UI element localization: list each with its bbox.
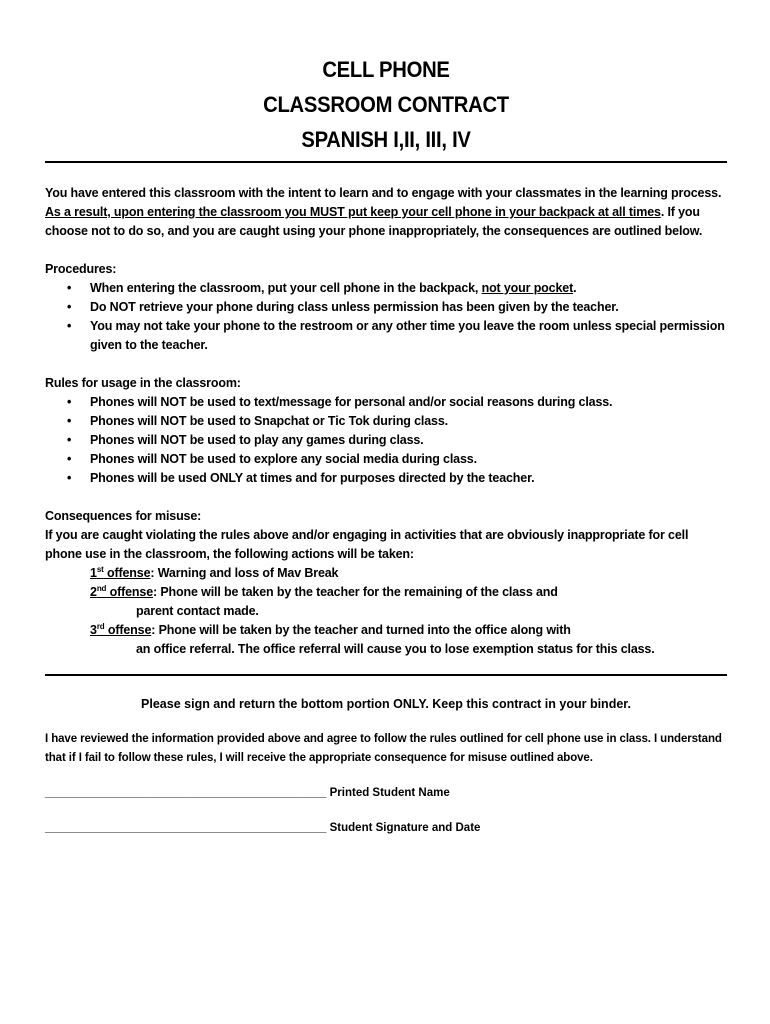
list-item: [45, 469, 727, 488]
rules-list: [45, 393, 727, 488]
offense-2-text: : Phone will be taken by the teacher for the remaining of the class and: [153, 585, 558, 599]
contract-page: [45, 52, 727, 838]
consequences-section: [45, 507, 727, 659]
offense-1-ordinal: st: [96, 565, 104, 574]
rule-text: Phones will NOT be used to explore any social media during class.: [90, 452, 477, 466]
rules-heading: Rules for usage in the classroom:: [45, 376, 241, 390]
spacer: [45, 676, 727, 695]
offense-2-ordinal: nd: [96, 584, 107, 593]
title-line-3: SPANISH I,II, III, IV: [301, 127, 471, 152]
offense-3-label: [90, 623, 151, 637]
bullet-icon: •: [67, 471, 72, 485]
list-item: [45, 279, 727, 298]
printed-name-line[interactable]: [45, 784, 727, 803]
list-item: [45, 298, 727, 317]
spacer: [45, 355, 727, 374]
printed-name-blank[interactable]: ____________________________________________: [45, 787, 327, 799]
bullet-icon: •: [67, 319, 72, 333]
offense-1-text: : Warning and loss of Mav Break: [150, 566, 339, 580]
list-item: [45, 317, 727, 355]
offense-2-word: offense: [106, 585, 154, 599]
spacer: [45, 488, 727, 507]
procedure-3-text: You may not take your phone to the restroom or any other time you leave the room unless special permission given to the teacher.: [90, 319, 725, 352]
rule-text: Phones will be used ONLY at times and for purposes directed by the teacher.: [90, 471, 535, 485]
bullet-icon: •: [67, 433, 72, 447]
signature-date-label: Student Signature and Date: [329, 822, 481, 834]
offense-1-number: 1: [90, 566, 97, 580]
offense-3-text: : Phone will be taken by the teacher and turned into the office along with: [151, 623, 571, 637]
list-item: [45, 450, 727, 469]
rule-text: Phones will NOT be used to play any games during class.: [90, 433, 424, 447]
rule-text: Phones will NOT be used to Snapchat or Tic Tok during class.: [90, 414, 448, 428]
procedure-1-underlined: not your pocket: [481, 281, 574, 295]
document-title: [72, 52, 699, 157]
agreement-paragraph: I have reviewed the information provided above and agree to follow the rules outlined for cell phone use in class. I understand that if I fail to follow these rules, I will receive the appropriate consequence for misuse outlined above.: [45, 733, 722, 764]
procedure-1-end: .: [573, 281, 577, 295]
return-instructions: Please sign and return the bottom portion ONLY. Keep this contract in your binder.: [141, 697, 631, 711]
title-line-2: CLASSROOM CONTRACT: [263, 92, 509, 117]
intro-underlined-text: As a result, upon entering the classroom you MUST put keep your cell phone in your backpack at all times: [45, 205, 661, 219]
offense-1: [45, 564, 727, 583]
offense-3-ordinal: rd: [96, 622, 105, 631]
procedures-list: [45, 279, 727, 355]
procedure-1-text: When entering the classroom, put your cell phone in the backpack,: [90, 281, 482, 295]
bullet-icon: •: [67, 281, 72, 295]
procedure-2-text: Do NOT retrieve your phone during class unless permission has been given by the teacher.: [90, 300, 619, 314]
offense-1-word: offense: [103, 566, 151, 580]
list-item: [45, 393, 727, 412]
list-item: [45, 412, 727, 431]
offense-2-number: 2: [90, 585, 97, 599]
signature-date-line[interactable]: [45, 819, 727, 838]
procedures-heading: Procedures:: [45, 262, 117, 276]
bullet-icon: •: [67, 395, 72, 409]
rules-section: [45, 374, 727, 488]
list-item: [45, 431, 727, 450]
spacer: [45, 714, 727, 730]
offense-2-continuation: parent contact made.: [136, 604, 259, 618]
rule-text: Phones will NOT be used to text/message for personal and/or social reasons during class.: [90, 395, 613, 409]
printed-name-label: Printed Student Name: [329, 787, 450, 799]
offense-2: [45, 583, 727, 602]
offense-3: [45, 621, 727, 640]
procedures-section: [45, 260, 727, 355]
spacer: [45, 659, 727, 674]
spacer: [45, 163, 727, 184]
signature-blank[interactable]: ____________________________________________: [45, 822, 327, 834]
intro-text-1: You have entered this classroom with the intent to learn and to engage with your classmates in the learning process.: [45, 186, 722, 200]
bullet-icon: •: [67, 414, 72, 428]
offense-3-word: offense: [104, 623, 152, 637]
spacer: [45, 241, 727, 260]
consequences-heading: Consequences for misuse:: [45, 509, 202, 523]
bullet-icon: •: [67, 452, 72, 466]
offense-1-label: [90, 566, 150, 580]
spacer: [45, 803, 727, 819]
spacer: [45, 768, 727, 784]
consequences-intro: If you are caught violating the rules above and/or engaging in activities that are obviously inappropriate for cell phone use in the classroom, the following actions will be taken:: [45, 528, 689, 561]
title-line-1: CELL PHONE: [322, 57, 450, 82]
offense-3-continuation: an office referral. The office referral will cause you to lose exemption status for this class.: [136, 642, 655, 656]
offense-3-number: 3: [90, 623, 97, 637]
intro-text-2: . If you choose not to do so, and you are caught using your phone inappropriately, the consequences are outlined below.: [45, 205, 703, 238]
bullet-icon: •: [67, 300, 72, 314]
intro-paragraph: [45, 184, 727, 241]
offense-2-label: [90, 585, 153, 599]
